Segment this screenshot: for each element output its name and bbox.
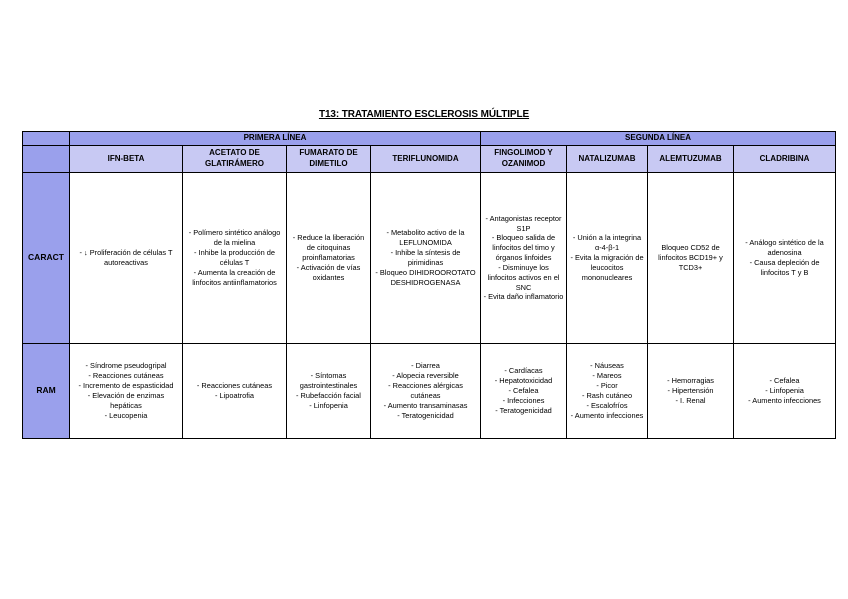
cell-line: - Cefalea: [508, 386, 539, 396]
cell-line: - Síntomas gastrointestinales: [299, 371, 358, 391]
header-segunda-linea: SEGUNDA LÍNEA: [481, 132, 836, 146]
ram-cell: [648, 344, 734, 439]
caract-cell: [567, 173, 648, 344]
caract-cell: [371, 173, 481, 344]
cell-line: - Activación de vías oxidantes: [296, 262, 361, 282]
cell-line: - Infecciones: [502, 395, 545, 405]
drug-header: ALEMTUZUMAB: [648, 146, 734, 173]
cell-line: - Evita daño inflamatorio: [483, 292, 564, 302]
cell-line: - Linfopenia: [309, 400, 348, 410]
cell-line: - Teratogenicidad: [495, 405, 552, 415]
ram-cell: [734, 344, 836, 439]
drug-header: CLADRIBINA: [734, 146, 836, 173]
cell-line: - Metabolito activo de la LEFLUNOMIDA: [386, 228, 465, 248]
drug-header: FINGOLIMOD Y OZANIMOD: [481, 146, 567, 173]
cell-line: - Rash cutáneo: [581, 391, 633, 400]
header-primera-linea: PRIMERA LÍNEA: [70, 132, 481, 146]
drug-header: ACETATO DE GLATIRÁMERO: [183, 146, 287, 173]
cell-line: - Antagonistas receptor S1P: [485, 213, 562, 233]
treatment-table: [22, 131, 836, 439]
cell-line: - Evita la migración de leucocitos mononucleares: [570, 253, 644, 282]
cell-line: - Reacciones cutáneas: [196, 381, 273, 391]
cell-line: - Causa depleción de linfocitos T y B: [749, 258, 820, 277]
caract-cell: [734, 173, 836, 344]
drug-header: IFN-BETA: [70, 146, 183, 173]
cell-line: - Reduce la liberación de citoquinas proinflamatorias: [292, 233, 365, 263]
table-corner-2: [23, 146, 70, 173]
cell-line: - Síndrome pseudogripal: [85, 361, 167, 371]
cell-line: - Aumento infecciones: [570, 410, 644, 420]
cell-line: - Hipertensión: [667, 386, 714, 396]
cell-line: - Elevación de enzimas hepáticas: [87, 391, 165, 410]
cell-line: - Teratogenicidad: [397, 410, 454, 420]
cell-line: - Polímero sintético análogo de la mielina: [188, 228, 281, 248]
cell-line: - Escalofríos: [586, 400, 628, 410]
cell-line: - Incremento de espasticidad: [78, 381, 174, 391]
drug-header: TERIFLUNOMIDA: [371, 146, 481, 173]
cell-line: - Bloqueo salida de linfocitos del timo y órganos linfoides: [491, 233, 556, 263]
cell-line: - Leucopenia: [104, 410, 148, 420]
cell-line: - Inhibe la síntesis de pirimidinas: [390, 248, 461, 267]
caract-cell: [70, 173, 183, 344]
cell-line: - Inhibe la producción de células T: [194, 248, 275, 267]
cell-line: - Picor: [596, 381, 618, 391]
cell-line: - Hemorragias: [667, 376, 714, 386]
caract-cell: [481, 173, 567, 344]
row-label-ram: RAM: [23, 344, 70, 439]
cell-line: - Disminuye los linfocitos activos en el SNC: [487, 262, 560, 292]
caract-cell: [648, 173, 734, 344]
cell-line: - Hepatotoxicidad: [494, 376, 553, 386]
cell-line: - Náuseas: [590, 361, 624, 371]
cell-line: - Cefalea: [769, 376, 800, 386]
caract-cell: [183, 173, 287, 344]
cell-line: - Reacciones alérgicas cutáneas: [388, 381, 463, 400]
cell-line: - Alopecia reversible: [392, 371, 459, 381]
ram-cell: [371, 344, 481, 439]
cell-line: - Unión a la integrina α-4-β-1: [572, 233, 642, 253]
cell-line: - Reacciones cutáneas: [88, 371, 164, 381]
cell-line: - Cardíacas: [504, 366, 543, 376]
cell-line: Bloqueo CD52 de linfocitos BCD19+ y TCD3+: [658, 243, 723, 272]
drug-header: FUMARATO DE DIMETILO: [287, 146, 371, 173]
cell-line: - ↓ Proliferación de células T autoreactivas: [79, 248, 173, 267]
cell-line: - Aumenta la creación de linfocitos antiinflamatorios: [192, 267, 277, 287]
cell-line: - I. Renal: [675, 395, 706, 405]
ram-cell: [287, 344, 371, 439]
cell-line: - Lipoatrofia: [214, 391, 255, 400]
caract-cell: [287, 173, 371, 344]
cell-line: - Análogo sintético de la adenosina: [745, 238, 824, 258]
cell-line: - Rubefacción facial: [296, 391, 361, 400]
row-label-caract: CARACT: [23, 173, 70, 344]
table-corner: [23, 132, 70, 146]
ram-cell: [70, 344, 183, 439]
cell-line: - Bloqueo DIHIDROOROTATO DESHIDROGENASA: [375, 267, 476, 287]
ram-cell: [183, 344, 287, 439]
ram-cell: [481, 344, 567, 439]
cell-line: - Mareos: [592, 371, 622, 381]
drug-header: NATALIZUMAB: [567, 146, 648, 173]
cell-line: - Aumento transaminasas: [383, 400, 468, 410]
cell-line: - Aumento infecciones: [748, 395, 821, 405]
ram-cell: [567, 344, 648, 439]
cell-line: - Linfopenia: [765, 386, 804, 396]
cell-line: - Diarrea: [411, 361, 440, 371]
document-title: T13: TRATAMIENTO ESCLEROSIS MÚLTIPLE: [318, 109, 530, 120]
